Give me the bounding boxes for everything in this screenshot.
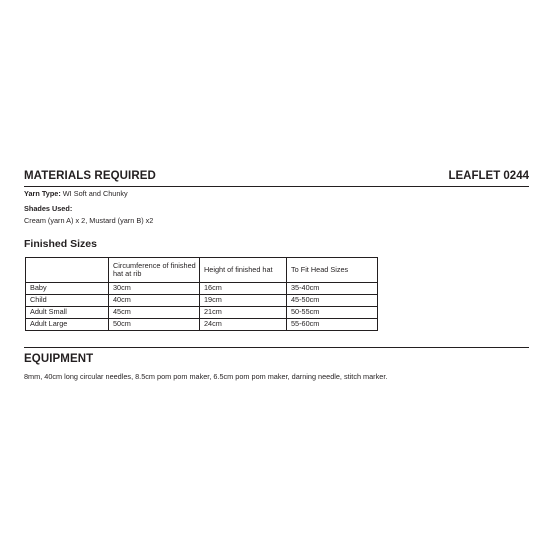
equipment-header bbox=[24, 353, 529, 369]
finished-sizes-table bbox=[25, 257, 378, 331]
table-cell: 45cm bbox=[109, 307, 200, 319]
yarn-type-line bbox=[24, 189, 128, 198]
table-row bbox=[26, 307, 378, 319]
finished-sizes-title: Finished Sizes bbox=[24, 238, 97, 250]
leaflet-code: LEAFLET 0244 bbox=[448, 170, 529, 182]
table-cell: Adult Large bbox=[26, 319, 109, 331]
table-row bbox=[26, 319, 378, 331]
table-cell: 16cm bbox=[200, 283, 287, 295]
table-header-cell: Circumference of finished hat at rib bbox=[109, 258, 200, 283]
yarn-type-label: Yarn Type: bbox=[24, 189, 61, 198]
equipment-title: EQUIPMENT bbox=[24, 353, 94, 365]
table-cell: Adult Small bbox=[26, 307, 109, 319]
materials-divider bbox=[24, 186, 529, 187]
table-cell: Baby bbox=[26, 283, 109, 295]
shades-label: Shades Used: bbox=[24, 204, 73, 213]
table-cell: 21cm bbox=[200, 307, 287, 319]
materials-title: MATERIALS REQUIRED bbox=[24, 170, 156, 182]
table-cell: 35-40cm bbox=[287, 283, 378, 295]
table-cell: 50cm bbox=[109, 319, 200, 331]
table-cell: 45-50cm bbox=[287, 295, 378, 307]
table-row bbox=[26, 283, 378, 295]
table-header-cell: Height of finished hat bbox=[200, 258, 287, 283]
equipment-text: 8mm, 40cm long circular needles, 8.5cm pom pom maker, 6.5cm pom pom maker, darning needle, stitch marker. bbox=[24, 372, 388, 381]
table-row bbox=[26, 295, 378, 307]
equipment-divider bbox=[24, 347, 529, 348]
table-header-cell: To Fit Head Sizes bbox=[287, 258, 378, 283]
table-cell: 40cm bbox=[109, 295, 200, 307]
table-cell: 30cm bbox=[109, 283, 200, 295]
table-cell: 19cm bbox=[200, 295, 287, 307]
table-header-cell bbox=[26, 258, 109, 283]
shades-label-line bbox=[24, 204, 72, 213]
table-header-row bbox=[26, 258, 378, 283]
table-cell: Child bbox=[26, 295, 109, 307]
yarn-type-value: WI Soft and Chunky bbox=[62, 189, 128, 198]
table-cell: 55-60cm bbox=[287, 319, 378, 331]
shades-value: Cream (yarn A) x 2, Mustard (yarn B) x2 bbox=[24, 216, 154, 225]
table-cell: 50-55cm bbox=[287, 307, 378, 319]
materials-header bbox=[24, 170, 529, 186]
table-cell: 24cm bbox=[200, 319, 287, 331]
